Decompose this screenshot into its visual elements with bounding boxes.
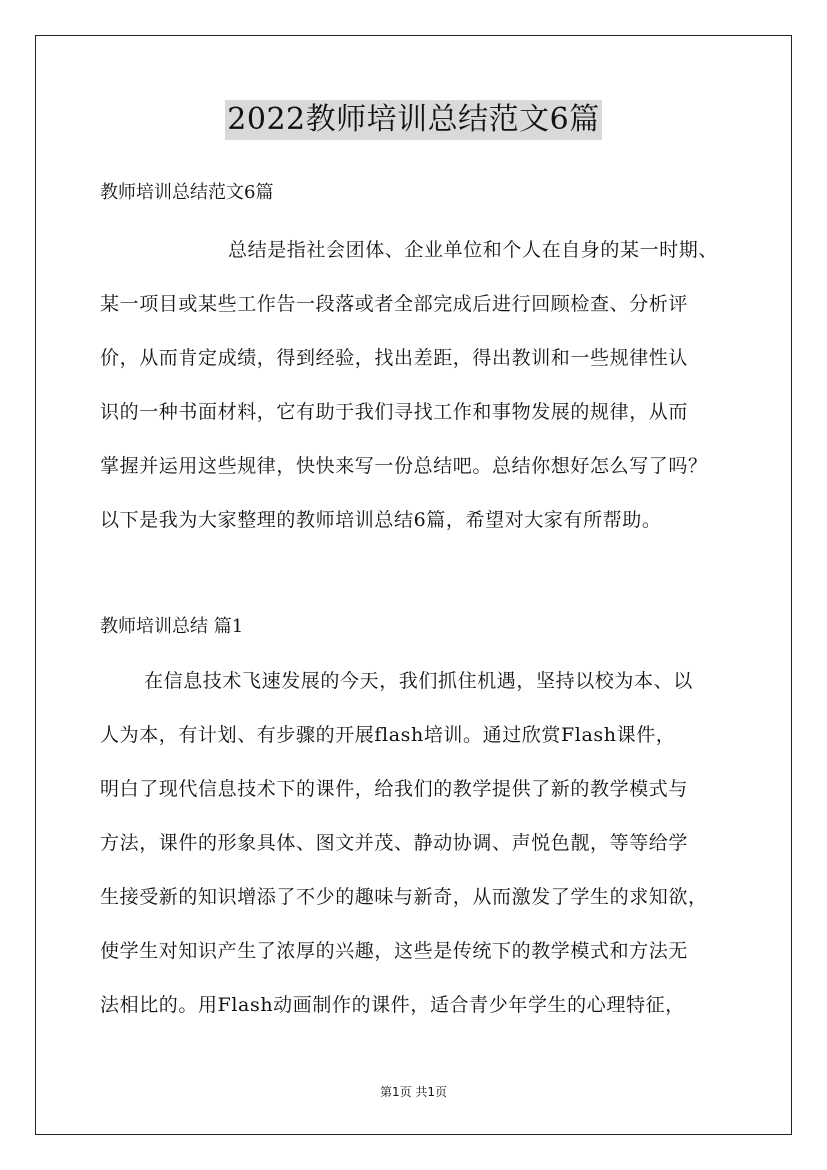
intro-line-2: 某一项目或某些工作告一段落或者全部完成后进行回顾检查、分析评: [100, 293, 689, 315]
document-title-text: 2022教师培训总结范文6篇: [225, 100, 601, 140]
page-footer: 第1页 共1页: [379, 1085, 448, 1099]
section-line-1: 在信息技术飞速发展的今天，我们抓住机遇，坚持以校为本、以: [144, 670, 693, 692]
intro-line-4: 识的一种书面材料，它有助于我们寻找工作和事物发展的规律，从而: [100, 401, 689, 423]
intro-line-1: 总结是指社会团体、企业单位和个人在自身的某一时期、: [228, 239, 719, 261]
section-line-3: 明白了现代信息技术下的课件，给我们的教学提供了新的教学模式与: [100, 778, 689, 800]
intro-line-3: 价，从而肯定成绩，得到经验，找出差距，得出教训和一些规律性认: [100, 347, 689, 369]
section-line-7: 法相比的。用Flash动画制作的课件，适合青少年学生的心理特征，: [100, 994, 685, 1016]
intro-line-5: 掌握并运用这些规律，快快来写一份总结吧。总结你想好怎么写了吗？: [100, 455, 708, 477]
document-title: [0, 100, 827, 140]
section-line-5: 生接受新的知识增添了不少的趣味与新奇，从而激发了学生的求知欲，: [100, 886, 708, 908]
section-line-6: 使学生对知识产生了浓厚的兴趣，这些是传统下的教学模式和方法无: [100, 940, 689, 962]
intro-line-6: 以下是我为大家整理的教师培训总结6篇，希望对大家有所帮助。: [100, 509, 662, 531]
document-subtitle: 教师培训总结范文6篇: [100, 182, 274, 203]
section-heading: 教师培训总结 篇1: [100, 616, 244, 637]
section-line-2: 人为本，有计划、有步骤的开展flash培训。通过欣赏Flash课件，: [100, 724, 676, 746]
section-line-4: 方法，课件的形象具体、图文并茂、静动协调、声悦色靓，等等给学: [100, 832, 689, 854]
